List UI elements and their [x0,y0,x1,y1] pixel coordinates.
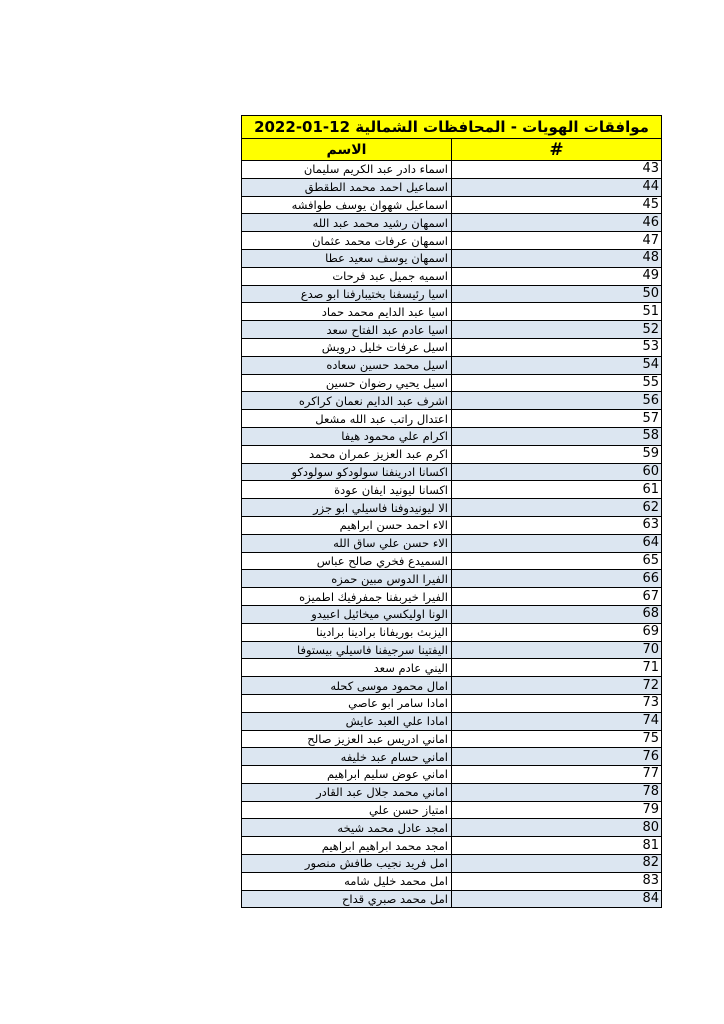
person-name: اكسانا ليونيد ايفان عودة [242,481,452,499]
table-row [242,214,662,232]
person-name: اسيل محمد حسين سعاده [242,356,452,374]
table-row [242,303,662,321]
table-row [242,605,662,623]
table-row [242,694,662,712]
person-name: اسمهان عرفات محمد عثمان [242,232,452,250]
row-number: 55 [452,374,662,392]
person-name: اشرف عبد الدايم نعمان كراكره [242,392,452,410]
person-name: اماني محمد جلال عبد القادر [242,783,452,801]
table-row [242,161,662,179]
row-number: 75 [452,730,662,748]
table-row [242,338,662,356]
row-number: 72 [452,677,662,695]
row-number: 44 [452,178,662,196]
header-row [242,139,662,161]
person-name: اسيا عادم عبد الفتاح سعد [242,321,452,339]
row-number: 48 [452,249,662,267]
person-name: امال محمود موسى كحله [242,677,452,695]
person-name: اسماعيل احمد محمد الطقطق [242,178,452,196]
person-name: اكسانا ادرينفنا سولودكو سولودكو [242,463,452,481]
person-name: امادا علي العبد عايش [242,712,452,730]
table-row [242,374,662,392]
row-number: 50 [452,285,662,303]
table-row [242,766,662,784]
table-row [242,801,662,819]
table-row [242,677,662,695]
row-number: 54 [452,356,662,374]
row-number: 45 [452,196,662,214]
row-number: 83 [452,872,662,890]
row-number: 67 [452,588,662,606]
person-name: اسماء دادر عبد الكريم سليمان [242,161,452,179]
person-name: الا ليونيدوفنا فاسيلي ابو جزر [242,499,452,517]
row-number: 56 [452,392,662,410]
table-row [242,712,662,730]
person-name: اكرم عبد العزيز عمران محمد [242,445,452,463]
row-number: 73 [452,694,662,712]
table-row [242,445,662,463]
person-name: اسمهان رشيد محمد عبد الله [242,214,452,232]
table-row [242,516,662,534]
person-name: امتياز حسن علي [242,801,452,819]
person-name: اسماعيل شهوان يوسف طوافشه [242,196,452,214]
row-number: 57 [452,410,662,428]
approvals-table [241,115,662,908]
row-number: 43 [452,161,662,179]
person-name: اماني عوض سليم ابراهيم [242,766,452,784]
row-number: 51 [452,303,662,321]
person-name: امجد محمد ابراهيم ابراهيم [242,837,452,855]
table-row [242,427,662,445]
table-row [242,392,662,410]
row-number: 82 [452,855,662,873]
row-number: 66 [452,570,662,588]
table-row [242,410,662,428]
table-row [242,837,662,855]
table-row [242,534,662,552]
person-name: اسيا عبد الدايم محمد حماد [242,303,452,321]
row-number: 46 [452,214,662,232]
table-row [242,249,662,267]
row-number: 80 [452,819,662,837]
person-name: امل فريد نجيب طافش منصور [242,855,452,873]
person-name: اليفتينا سرجيفنا فاسيلي بيستوفا [242,641,452,659]
table-row [242,872,662,890]
person-name: اسيل عرفات خليل درويش [242,338,452,356]
table-row [242,267,662,285]
table-row [242,783,662,801]
row-number: 61 [452,481,662,499]
row-number: 78 [452,783,662,801]
person-name: امل محمد خليل شامه [242,872,452,890]
number-column-header: # [452,139,662,161]
table-row [242,659,662,677]
person-name: اسيل يحيي رضوان حسين [242,374,452,392]
title-row [242,116,662,139]
table-row [242,819,662,837]
table-row [242,890,662,908]
row-number: 77 [452,766,662,784]
sheet-title: موافقات الهويات - المحافظات الشمالية 12-01-2022 [242,116,662,139]
person-name: امجد عادل محمد شيخه [242,819,452,837]
row-number: 81 [452,837,662,855]
row-number: 63 [452,516,662,534]
person-name: اعتدال راتب عبد الله مشعل [242,410,452,428]
person-name: الفيرا الدوس مبين حمزه [242,570,452,588]
person-name: اسمهان يوسف سعيد عطا [242,249,452,267]
row-number: 64 [452,534,662,552]
person-name: اماني حسام عبد خليفه [242,748,452,766]
person-name: الفيرا خيربفنا جمفرفيك اطميزه [242,588,452,606]
person-name: اليزبث بوريفانا برادينا برادينا [242,623,452,641]
row-number: 70 [452,641,662,659]
row-number: 76 [452,748,662,766]
table-row [242,463,662,481]
row-number: 79 [452,801,662,819]
row-number: 47 [452,232,662,250]
row-number: 84 [452,890,662,908]
row-number: 49 [452,267,662,285]
row-number: 58 [452,427,662,445]
person-name: اماني ادريس عبد العزيز صالح [242,730,452,748]
person-name: الاء احمد حسن ابراهيم [242,516,452,534]
name-column-header: الاسم [242,139,452,161]
table-row [242,196,662,214]
row-number: 65 [452,552,662,570]
table-row [242,748,662,766]
row-number: 68 [452,605,662,623]
table-row [242,232,662,250]
person-name: امل محمد صبري قداح [242,890,452,908]
person-name: اليني عادم سعد [242,659,452,677]
table-row [242,570,662,588]
person-name: الونا اوليكسي ميخائيل اعبيدو [242,605,452,623]
person-name: اسميه جميل عبد فرحات [242,267,452,285]
row-number: 62 [452,499,662,517]
row-number: 60 [452,463,662,481]
table-row [242,552,662,570]
table-row [242,641,662,659]
row-number: 74 [452,712,662,730]
person-name: الاء حسن علي ساق الله [242,534,452,552]
table-row [242,499,662,517]
row-number: 59 [452,445,662,463]
table-row [242,855,662,873]
row-number: 69 [452,623,662,641]
table-row [242,623,662,641]
row-number: 53 [452,338,662,356]
table-row [242,588,662,606]
table-row [242,730,662,748]
table-row [242,321,662,339]
table-row [242,356,662,374]
table-row [242,178,662,196]
row-number: 71 [452,659,662,677]
person-name: اسيا رئيسفنا بختيبارفنا ابو صدع [242,285,452,303]
person-name: اكرام علي محمود هيفا [242,427,452,445]
table-row [242,285,662,303]
row-number: 52 [452,321,662,339]
person-name: السميدع فخري صالح عباس [242,552,452,570]
person-name: امادا سامر ابو عاصي [242,694,452,712]
table-row [242,481,662,499]
